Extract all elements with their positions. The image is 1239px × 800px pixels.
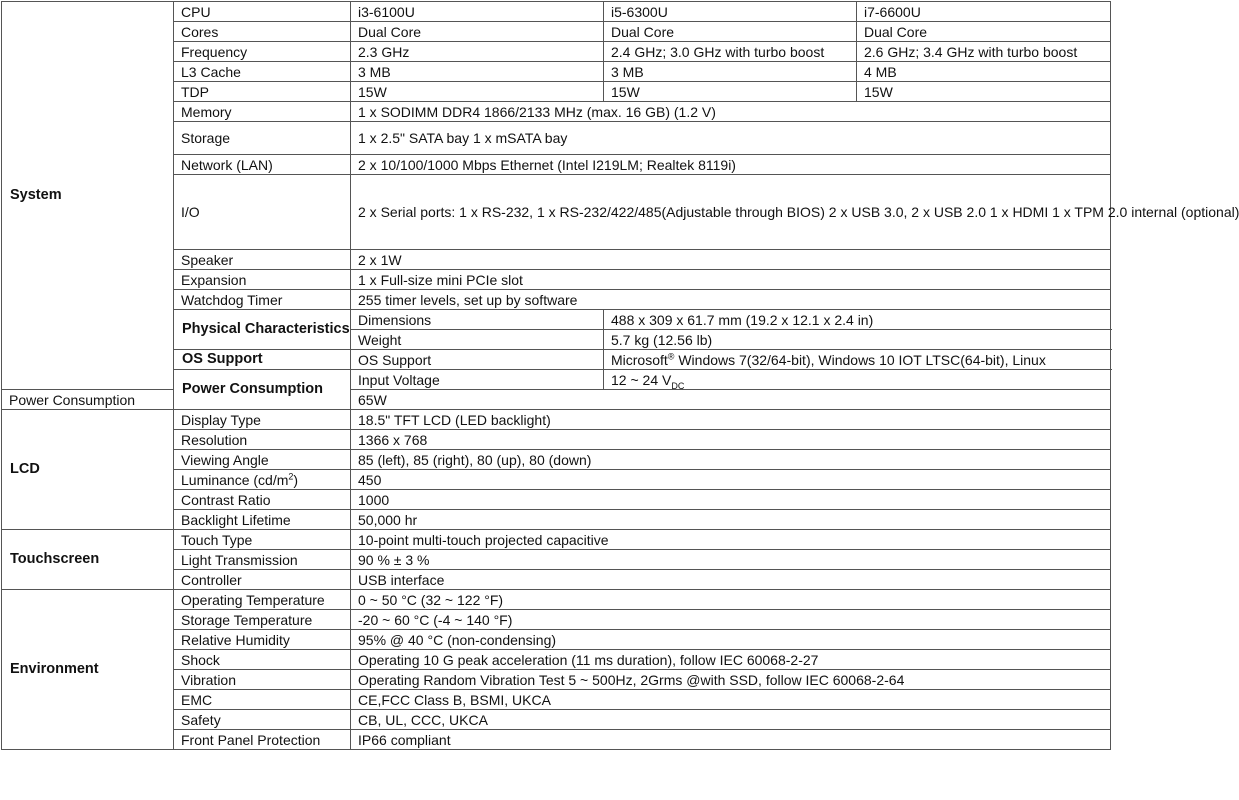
spec-value: 255 timer levels, set up by software <box>351 290 1111 310</box>
table-row <box>2 410 1111 430</box>
spec-value: Microsoft® Windows 7(32/64-bit), Windows 10 IOT LTSC(64-bit), Linux <box>604 350 1111 370</box>
spec-value: 2 x 1W <box>351 250 1111 270</box>
spec-value: 488 x 309 x 61.7 mm (19.2 x 12.1 x 2.4 in) <box>604 310 1111 330</box>
spec-label: Weight <box>351 330 604 350</box>
spec-label: Backlight Lifetime <box>174 510 351 530</box>
spec-value: CB, UL, CCC, UKCA <box>351 710 1111 730</box>
spec-value: 1000 <box>351 490 1111 510</box>
table-row <box>2 590 1111 610</box>
spec-label: Touch Type <box>174 530 351 550</box>
spec-table <box>1 1 1239 750</box>
spec-value: 3 MB <box>351 62 604 82</box>
category-lcd: LCD <box>2 410 174 530</box>
spec-label: OS Support <box>351 350 604 370</box>
spec-value: Operating 10 G peak acceleration (11 ms duration), follow IEC 60068-2-27 <box>351 650 1111 670</box>
spec-value: 65W <box>351 390 1111 410</box>
spec-label: Operating Temperature <box>174 590 351 610</box>
table-row <box>2 530 1111 550</box>
category-environment: Environment <box>2 590 174 750</box>
spec-label: Input Voltage <box>351 370 604 390</box>
spec-value: 50,000 hr <box>351 510 1111 530</box>
spec-label: Dimensions <box>351 310 604 330</box>
spec-value: CE,FCC Class B, BSMI, UKCA <box>351 690 1111 710</box>
spec-value: 2.4 GHz; 3.0 GHz with turbo boost <box>604 42 857 62</box>
spec-label: Safety <box>174 710 351 730</box>
spec-value: 1366 x 768 <box>351 430 1111 450</box>
spec-label: Contrast Ratio <box>174 490 351 510</box>
spec-value: 15W <box>857 82 1111 102</box>
spec-label: TDP <box>174 82 351 102</box>
spec-label: Light Transmission <box>174 550 351 570</box>
spec-value: 3 MB <box>604 62 857 82</box>
spec-value: 2.3 GHz <box>351 42 604 62</box>
spec-label: Controller <box>174 570 351 590</box>
spec-value: 1 x 2.5" SATA bay 1 x mSATA bay <box>351 122 1111 155</box>
table-row <box>2 2 1111 22</box>
spec-label: Power Consumption <box>2 390 174 410</box>
spec-value: 1 x Full-size mini PCIe slot <box>351 270 1111 290</box>
spec-label: Expansion <box>174 270 351 290</box>
spec-value: 85 (left), 85 (right), 80 (up), 80 (down) <box>351 450 1111 470</box>
spec-value: 5.7 kg (12.56 lb) <box>604 330 1111 350</box>
spec-label: Luminance $(cd/m^2)$ <box>174 470 351 490</box>
spec-value: Dual Core <box>351 22 604 42</box>
spec-value: 2 x Serial ports: 1 x RS-232, 1 x RS-232/422/485(Adjustable through BIOS) 2 x USB 3.0, 2 x USB 2.0 1 x HDMI 1 x TPM 2.0 internal (optional) <box>351 175 1111 250</box>
spec-value: 10-point multi-touch projected capacitive <box>351 530 1111 550</box>
spec-value: IP66 compliant <box>351 730 1111 750</box>
spec-value: 18.5" TFT LCD (LED backlight) <box>351 410 1111 430</box>
spec-label: Relative Humidity <box>174 630 351 650</box>
spec-label: Speaker <box>174 250 351 270</box>
spec-label: L3 Cache <box>174 62 351 82</box>
spec-label: CPU <box>174 2 351 22</box>
spec-label: Shock <box>174 650 351 670</box>
spec-value: 15W <box>604 82 857 102</box>
spec-label: Memory <box>174 102 351 122</box>
spec-value: 0 ~ 50 °C (32 ~ 122 °F) <box>351 590 1111 610</box>
spec-value: Operating Random Vibration Test 5 ~ 500Hz, 2Grms @with SSD, follow IEC 60068-2-64 <box>351 670 1111 690</box>
spec-label: Watchdog Timer <box>174 290 351 310</box>
category-power: Power Consumption <box>174 370 351 410</box>
spec-value: 15W <box>351 82 604 102</box>
spec-value: 2 x 10/100/1000 Mbps Ethernet (Intel I219LM; Realtek 8119i) <box>351 155 1111 175</box>
spec-label: Cores <box>174 22 351 42</box>
spec-label: EMC <box>174 690 351 710</box>
spec-label: Vibration <box>174 670 351 690</box>
category-system: System <box>2 2 174 390</box>
category-physical: Physical Characteristics <box>174 310 351 350</box>
spec-value: i3-6100U <box>351 2 604 22</box>
spec-value: 95% @ 40 °C (non-condensing) <box>351 630 1111 650</box>
spec-value: 12 ~ 24 $V_{DC}$ <box>604 370 1111 390</box>
spec-value: 450 <box>351 470 1111 490</box>
table-row <box>2 390 1111 410</box>
spec-label: Resolution <box>174 430 351 450</box>
spec-label: Network (LAN) <box>174 155 351 175</box>
spec-label: Viewing Angle <box>174 450 351 470</box>
spec-label: Frequency <box>174 42 351 62</box>
spec-value: i7-6600U <box>857 2 1111 22</box>
spec-label: Front Panel Protection <box>174 730 351 750</box>
spec-label: I/O <box>174 175 351 250</box>
spec-value: Dual Core <box>857 22 1111 42</box>
spec-value: -20 ~ 60 °C (-4 ~ 140 °F) <box>351 610 1111 630</box>
spec-value: 4 MB <box>857 62 1111 82</box>
spec-label: Display Type <box>174 410 351 430</box>
spec-value: Dual Core <box>604 22 857 42</box>
spec-value: i5-6300U <box>604 2 857 22</box>
spec-value: 2.6 GHz; 3.4 GHz with turbo boost <box>857 42 1111 62</box>
spec-label: Storage Temperature <box>174 610 351 630</box>
spec-label: Storage <box>174 122 351 155</box>
spec-value: USB interface <box>351 570 1111 590</box>
spec-value: 1 x SODIMM DDR4 1866/2133 MHz (max. 16 GB) (1.2 V) <box>351 102 1111 122</box>
spec-value: 90 % ± 3 % <box>351 550 1111 570</box>
category-os: OS Support <box>174 350 351 370</box>
category-touchscreen: Touchscreen <box>2 530 174 590</box>
